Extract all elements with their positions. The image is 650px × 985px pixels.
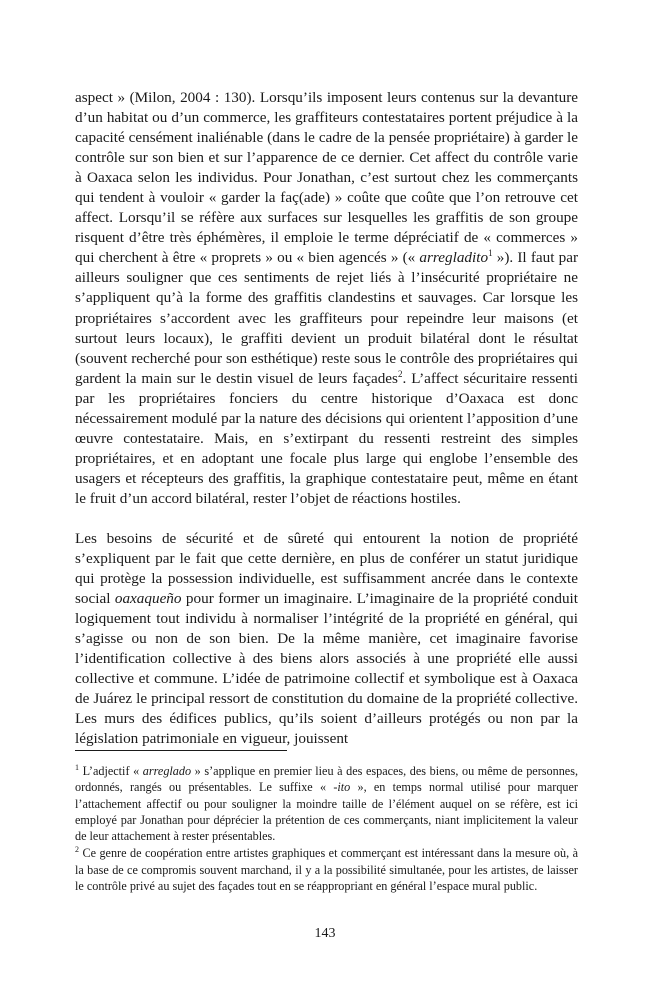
footnote-1: $^1$ L’adjectif « arreglado » s’applique en premier lieu à des espaces, des biens, ou même de personnes, ordonnés, rangés ou présentables. Le suffixe « -ito », en temps normal utilisé pour marquer l’attachement affectif ou pour souligner la moindre taille de l’élément auquel on se réfère, est ici employé par Jonathan pour déprécier la prétention de ces commerçants, niant implicitement la valeur de leur attachement à rester présentables. [75, 762, 578, 844]
paragraph-2: Les besoins de sécurité et de sûreté qui entourent la notion de propriété s’expliquent par le fait que cette dernière, en plus de conférer un statut juridique qui protège la possession individuelle, est suffisamment ancrée dans le contexte social oaxaqueño pour former un imaginaire. L’imaginaire de la propriété conduit logiquement tout individu à normaliser l’intégrité de la propriété en général, qui s’agisse ou non de son bien. De la même manière, cet imaginaire favorise l’identification collective à des biens alors associés à une propriété elle aussi collective et commune. L’idée de patrimoine collectif et symbolique est à Oaxaca de Juárez le principal ressort de constitution du domaine de la propriété collective. Les murs des édifices publics, qu’ils soient d’ailleurs protégés ou non par la législation patrimoniale en vigueur, jouissent [75, 529, 578, 748]
page-number: 143 [314, 926, 336, 941]
footnote-2: $^2$ Ce genre de coopération entre artistes graphiques et commerçant est intéressant dans la mesure où, à la base de ce compromis souvent marchand, il y a la possibilité simultanée, pour les artistes, de laisser le contrôle privé au sujet des façades tout en se réappropriant en général l’espace mural public. [75, 845, 578, 894]
footnote-ref-2[interactable]: 2 [397, 368, 403, 379]
footnote-ref-1[interactable]: 1 [488, 248, 493, 259]
paragraph-1: aspect » (Milon, 2004 : 130). Lorsqu’ils imposent leurs contenus sur la devanture d’un habitat ou d’un commerce, les graffiteurs contestataires portent préjudice à la capacité censément inaliénable (dans le cadre de la pensée propriétaire) à garder le contrôle sur son bien et sur l’apparence de ce dernier. Cet affect du contrôle varie à Oaxaca selon les individus. Pour Jonathan, c’est surtout chez les commerçants qui tendent à vouloir « garder la faç(ade) » coûte que coûte que l’on retrouve cet affect. Lorsqu’il se réfère aux surfaces sur lesquelles les graffitis de son groupe risquent d’être très éphémères, il emploie le terme dépréciatif de « commerces » qui cherchent à être « proprets » ou « bien agencés » (« arregladito$^1$ »). Il faut par ailleurs souligner que ces sentiments de rejet liés à l’insécurité propriétaire ne s’appliquent qu’à la forme des graffitis clandestins et sauvages. Car lorsque les propriétaires s’accordent avec les graffiteurs pour repeindre leur maisons (et surtout leurs locaux), le graffiti devient un produit bilatéral dont le résultat (souvent recherché pour son esthétique) reste sous le contrôle des propriétaires qui gardent la main sur le destin visuel de leurs façades$^2$. L’affect sécuritaire ressenti par les propriétaires fonciers du centre historique d’Oaxaca est donc nécessairement modulé par la nature des décisions qui orientent l’apposition d’une œuvre contestataire. Mais, en s’extirpant du ressenti restreint des simples propriétaires, et en adoptant une focale plus large qui englobe l’ensemble des usagers et récepteurs des graffitis, la graphique contestataire peut, même en étant le fruit d’un accord bilatéral, rester l’objet de réactions hostiles. [75, 89, 578, 507]
footnote-1-mark: 1 [75, 762, 79, 772]
footnote-2-mark: 2 [75, 845, 79, 855]
italic-term-oaxaqueno: oaxaqueño [114, 590, 182, 608]
italic-term-arregladito: arregladito [419, 249, 489, 267]
footnotes [75, 763, 578, 894]
footnote-separator [75, 750, 287, 751]
body-text [75, 88, 578, 750]
